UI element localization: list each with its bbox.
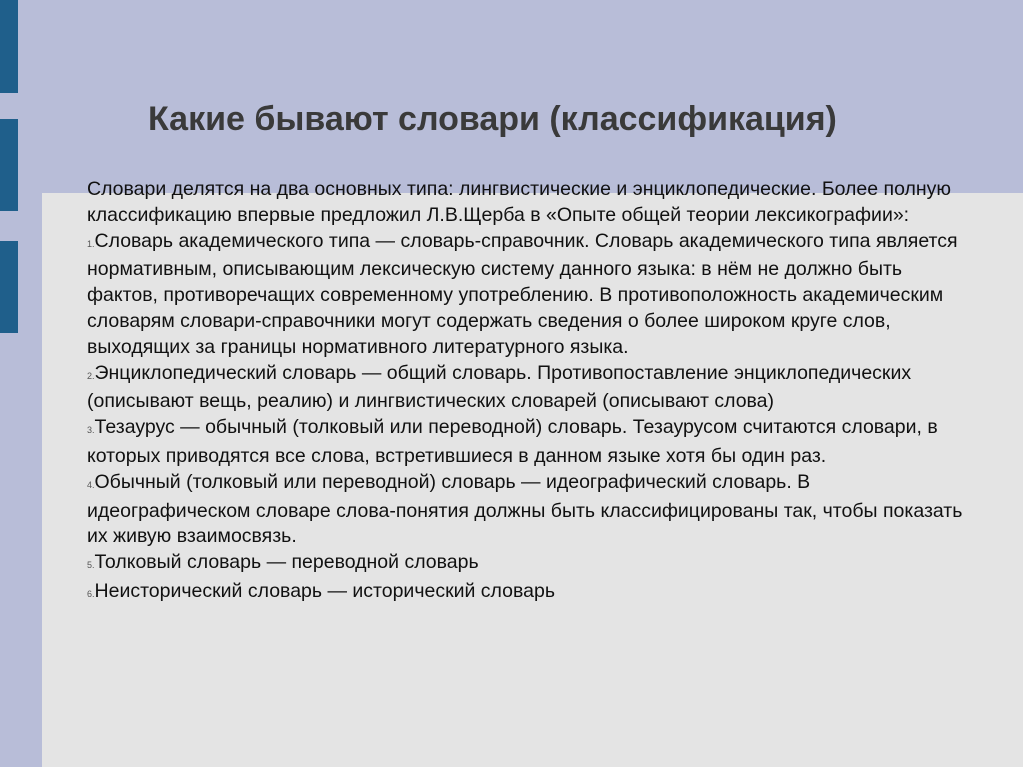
list-item-number: 4. <box>87 479 95 490</box>
list-item <box>87 470 967 550</box>
list-item <box>87 579 967 608</box>
intro-paragraph: Словари делятся на два основных типа: лингвистические и энциклопедические. Более полную классификацию впервые предложил Л.В.Щерба в «Опыте общей теории лексикографии»: <box>87 178 952 226</box>
classification-list <box>87 229 967 608</box>
list-item-number: 5. <box>87 560 95 571</box>
list-item-text: Тезаурус — обычный (толковый или переводной) словарь. Тезаурусом считаются словари, в которых приводятся все слова, встретившиеся в данном языке хотя бы один раз. <box>87 416 938 467</box>
list-item-number: 2. <box>87 370 95 381</box>
list-item-text: Толковый словарь — переводной словарь <box>94 551 479 574</box>
list-item-text: Неисторический словарь — исторический словарь <box>94 579 555 602</box>
list-item-number: 3. <box>87 425 95 436</box>
list-item-number: 6. <box>87 588 95 599</box>
slide-body <box>87 177 967 608</box>
list-item-text: Словарь академического типа — словарь-справочник. Словарь академического типа является нормативным, описывающим лексическую систему данного языка: в нём не должно быть фактов, противоречащих современному употреблению. В противоположность академическим словарям словари-справочники могут содержать сведения о более широком круге слов, выходящих за границы нормативного литературного языка. <box>87 229 958 358</box>
list-item <box>87 415 967 470</box>
list-item-number: 1. <box>87 238 95 249</box>
list-item-text: Обычный (толковый или переводной) словарь — идеографический словарь. В идеографическом словаре слова-понятия должны быть классифицированы так, чтобы показать их живую взаимосвязь. <box>87 470 963 548</box>
list-item <box>87 229 967 361</box>
list-item <box>87 550 967 579</box>
list-item-text: Энциклопедический словарь — общий словарь. Противопоставление энциклопедических (описывают вещь, реалию) и лингвистических словарей (описывают слова) <box>87 361 912 413</box>
slide-title: Какие бывают словари (классификация) <box>148 100 837 138</box>
decorative-stripe <box>0 119 18 211</box>
list-item <box>87 361 967 416</box>
decorative-stripe <box>0 241 18 333</box>
decorative-stripe <box>0 0 18 93</box>
